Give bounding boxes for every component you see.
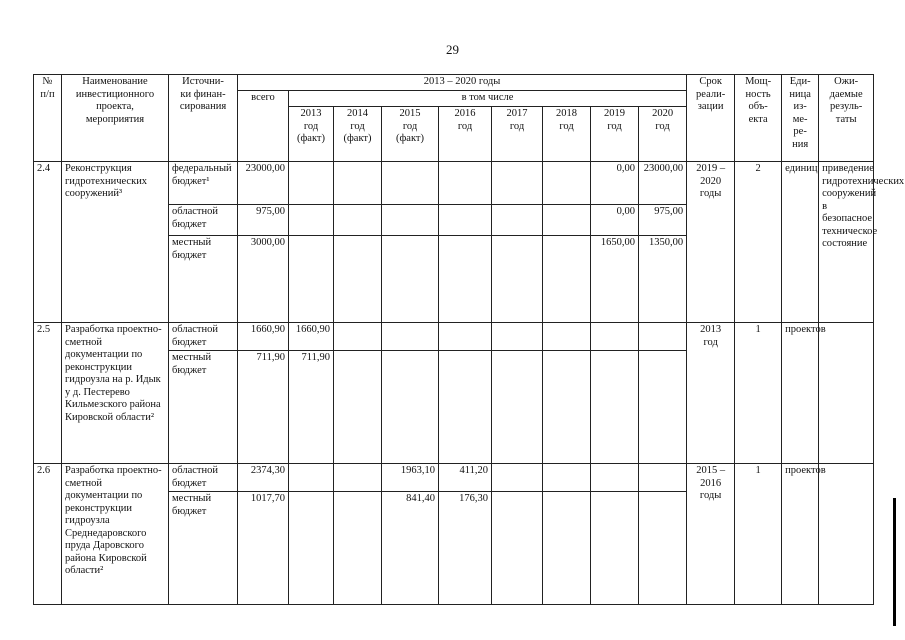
value-y2019: 0,00: [591, 205, 639, 236]
header-total: всего: [238, 91, 289, 162]
value-y2020: 1350,00: [639, 236, 687, 323]
row-num: 2.5: [34, 323, 62, 464]
value-y2018: [543, 205, 591, 236]
value-y2018: [543, 492, 591, 605]
value-y2020: [639, 323, 687, 351]
table-row: [34, 323, 874, 351]
row-project: Реконструкция гидротехнических сооружений³: [62, 162, 169, 323]
value-total: 23000,00: [238, 162, 289, 205]
value-y2015: 841,40: [382, 492, 439, 605]
value-y2014: [334, 205, 382, 236]
value-y2017: [492, 205, 543, 236]
value-y2014: [334, 236, 382, 323]
header-year-2016: 2016 год: [439, 107, 492, 162]
header-year-2020: 2020 год: [639, 107, 687, 162]
source-name: местный бюджет: [169, 492, 238, 605]
value-y2016: [439, 323, 492, 351]
row-project: Разработка проектно-сметной документации по реконструкции гидроузла Среднедаровского пруда Даровского района Кировской области²: [62, 464, 169, 605]
value-y2017: [492, 323, 543, 351]
value-total: 975,00: [238, 205, 289, 236]
row-unit: единиц: [782, 162, 819, 323]
value-y2020: [639, 351, 687, 464]
row-result: [819, 323, 874, 464]
header-num: № п/п: [34, 75, 62, 162]
value-y2013: 711,90: [289, 351, 334, 464]
header-year-2019: 2019 год: [591, 107, 639, 162]
row-term: 2013 год: [687, 323, 735, 464]
value-y2019: 0,00: [591, 162, 639, 205]
value-y2016: 176,30: [439, 492, 492, 605]
value-y2018: [543, 323, 591, 351]
value-y2019: [591, 351, 639, 464]
header-capacity: Мощ- ность объ- екта: [735, 75, 782, 162]
value-y2017: [492, 351, 543, 464]
table-row: [34, 464, 874, 492]
value-y2016: [439, 162, 492, 205]
value-y2017: [492, 162, 543, 205]
source-name: местный бюджет: [169, 351, 238, 464]
value-y2013: [289, 205, 334, 236]
investment-table: [33, 74, 905, 605]
value-total: 1017,70: [238, 492, 289, 605]
row-num: 2.4: [34, 162, 62, 323]
value-y2020: [639, 464, 687, 492]
value-total: 711,90: [238, 351, 289, 464]
row-term: 2019 – 2020 годы: [687, 162, 735, 323]
value-y2019: [591, 492, 639, 605]
row-unit: проектов: [782, 464, 819, 605]
value-y2013: [289, 492, 334, 605]
source-name: областной бюджет: [169, 205, 238, 236]
row-capacity: 1: [735, 464, 782, 605]
value-y2014: [334, 351, 382, 464]
row-capacity: 2: [735, 162, 782, 323]
value-y2019: [591, 323, 639, 351]
value-y2013: [289, 236, 334, 323]
value-y2013: [289, 162, 334, 205]
value-total: 3000,00: [238, 236, 289, 323]
value-y2015: [382, 323, 439, 351]
row-result: приведение гидротехнических сооружений в безопасное техническое состояние: [819, 162, 874, 323]
header-period: 2013 – 2020 годы: [238, 75, 687, 91]
value-y2015: [382, 236, 439, 323]
value-y2014: [334, 323, 382, 351]
value-y2016: [439, 205, 492, 236]
value-y2019: [591, 464, 639, 492]
header-year-2015: 2015 год (факт): [382, 107, 439, 162]
source-name: федеральный бюджет¹: [169, 162, 238, 205]
header-unit: Еди- ница из- ме- ре- ния: [782, 75, 819, 162]
value-y2014: [334, 492, 382, 605]
row-term: 2015 – 2016 годы: [687, 464, 735, 605]
value-y2014: [334, 162, 382, 205]
value-y2016: [439, 351, 492, 464]
header-result: Ожи- даемые резуль- таты: [819, 75, 874, 162]
header-year-2014: 2014 год (факт): [334, 107, 382, 162]
source-name: местный бюджет: [169, 236, 238, 323]
value-y2013: [289, 464, 334, 492]
value-y2016: [439, 236, 492, 323]
value-y2016: 411,20: [439, 464, 492, 492]
value-y2020: 23000,00: [639, 162, 687, 205]
row-capacity: 1: [735, 323, 782, 464]
value-y2020: 975,00: [639, 205, 687, 236]
source-name: областной бюджет: [169, 464, 238, 492]
row-result: [819, 464, 874, 605]
value-y2018: [543, 351, 591, 464]
value-y2019: 1650,00: [591, 236, 639, 323]
row-unit: проектов: [782, 323, 819, 464]
value-y2015: [382, 205, 439, 236]
header-source: Источни- ки финан- сирования: [169, 75, 238, 162]
table-row: [34, 162, 874, 205]
value-total: 1660,90: [238, 323, 289, 351]
value-y2013: 1660,90: [289, 323, 334, 351]
row-project: Разработка проектно-сметной документации по реконструкции гидроузла на р. Идык у д. Пестерево Кильмезского района Кировской области²: [62, 323, 169, 464]
page-edge-bar: [893, 498, 896, 626]
value-y2015: 1963,10: [382, 464, 439, 492]
value-y2017: [492, 236, 543, 323]
header-including: в том числе: [289, 91, 687, 107]
value-y2015: [382, 351, 439, 464]
value-y2018: [543, 236, 591, 323]
header-year-2013: 2013 год (факт): [289, 107, 334, 162]
value-y2014: [334, 464, 382, 492]
source-name: областной бюджет: [169, 323, 238, 351]
header-year-2017: 2017 год: [492, 107, 543, 162]
value-y2015: [382, 162, 439, 205]
header-year-2018: 2018 год: [543, 107, 591, 162]
value-y2017: [492, 492, 543, 605]
value-y2020: [639, 492, 687, 605]
value-y2018: [543, 464, 591, 492]
header-term: Срок реали- зации: [687, 75, 735, 162]
value-total: 2374,30: [238, 464, 289, 492]
row-num: 2.6: [34, 464, 62, 605]
value-y2018: [543, 162, 591, 205]
page-number: 29: [446, 42, 459, 57]
header-project: Наименование инвестиционного проекта, мероприятия: [62, 75, 169, 162]
value-y2017: [492, 464, 543, 492]
